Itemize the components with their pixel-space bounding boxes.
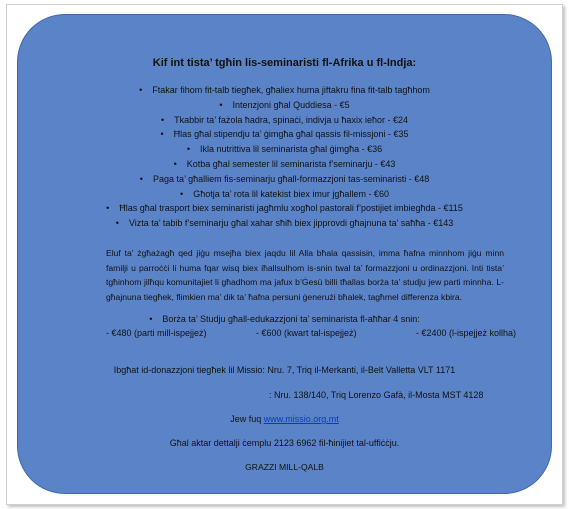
bullet-icon: •: [161, 114, 165, 125]
donation-list: [18, 83, 551, 231]
bullet-icon: •: [186, 144, 191, 155]
contact-info: Għal aktar dettalji ċemplu 2123 6962 fil-ħinijiet tal-uffiċċju.: [169, 438, 400, 448]
bullet-icon: •: [219, 99, 223, 110]
list-item: • Ħlas għal stipendju ta’ ġimgħa għal qassis fil-missjoni - €35: [18, 127, 551, 142]
website-line: Jew fuq www.missio.org.mt: [230, 414, 339, 424]
scholarship-option: - €2400 (l-ispejjeż kollha): [416, 328, 517, 338]
list-item: • Ftakar fihom fit-talb tiegħek, għaliex huma jiftakru fina fit-talb tagħhom: [18, 83, 551, 98]
list-item: • Intenzjoni għal Quddiesa - €5: [18, 98, 551, 113]
scholarship-option: - €480 (parti mill-ispejjeż): [106, 328, 207, 338]
bullet-icon: •: [139, 173, 143, 184]
appeal-paragraph: Eluf ta’ żgħażagħ qed jiġu msejħa biex jaqdu lil Alla bħala qassisin, imma ħafna minnhom jiġu minn familji u parroċċi li huma fqar wisq biex iħallsulhom is-snin twal ta’ formazzjoni u ordinazzjoni. Inti tista’ tgħinhom jilħqu komunitajiet li għadhom ma jafux b’Ġesù billi tħallas borża ta’ studju jew parti minnha. L-għajnuna tiegħek, flimkien ma’ dik ta’ ħafna persuni ġenerużi bħalek, tagħmel differenza kbira.: [106, 248, 504, 302]
appeal-title: Kif int tista’ tgħin lis-seminaristi fl-Afrika u fl-Indja:: [152, 57, 417, 69]
address-valletta: Ibgħat id-donazzjoni tiegħek lil Missio: Nru. 7, Triq il-Merkanti, il-Belt Valletta VLT 1171: [113, 365, 456, 375]
list-item: • Paga ta’ għalliem fis-seminarju għall-formazzjoni tas-seminaristi - €48: [18, 172, 551, 187]
bullet-icon: •: [173, 158, 177, 169]
bullet-icon: •: [149, 314, 153, 324]
bullet-icon: •: [115, 218, 119, 229]
bullet-icon: •: [106, 203, 110, 214]
scholarship-heading: • Borża ta’ Studju għall-edukazzjoni ta’ seminarista fl-aħħar 4 snin:: [149, 314, 420, 324]
bullet-icon: •: [139, 85, 143, 95]
bullet-icon: •: [180, 188, 184, 199]
appeal-panel: [17, 14, 552, 494]
list-item: • Kotba għal semester lil seminarista f’seminarju - €43: [18, 157, 551, 172]
scholarship-option: - €600 (kwart tal-ispejjeż): [256, 328, 357, 338]
list-item: • Għotja ta’ rota lil katekist biex imur jgħallem - €60: [18, 187, 551, 202]
address-mosta: : Nru. 138/140, Triq Lorenzo Gafà, il-Mosta MST 4128: [269, 390, 484, 400]
list-item: • Ħlas għal trasport biex seminaristi jagħmlu xogħol pastorali f’postijiet imbiegħda - €115: [18, 201, 551, 216]
thanks-line: GRAZZI MILL-QALB: [245, 462, 324, 472]
list-item: • Ikla nutrittiva lil seminarista għal ġimgħa - €36: [18, 142, 551, 157]
list-item: • Vizta ta’ tabib f’seminarju għal xahar sħiħ biex jipprovdi għajnuna ta’ saħħa - €143: [18, 216, 551, 231]
website-link[interactable]: www.missio.org.mt: [263, 414, 339, 424]
bullet-icon: •: [160, 129, 164, 140]
list-item: • Tkabbir ta’ fażola ħadra, spinaċi, indivja u ħaxix ieħor - €24: [18, 113, 551, 128]
